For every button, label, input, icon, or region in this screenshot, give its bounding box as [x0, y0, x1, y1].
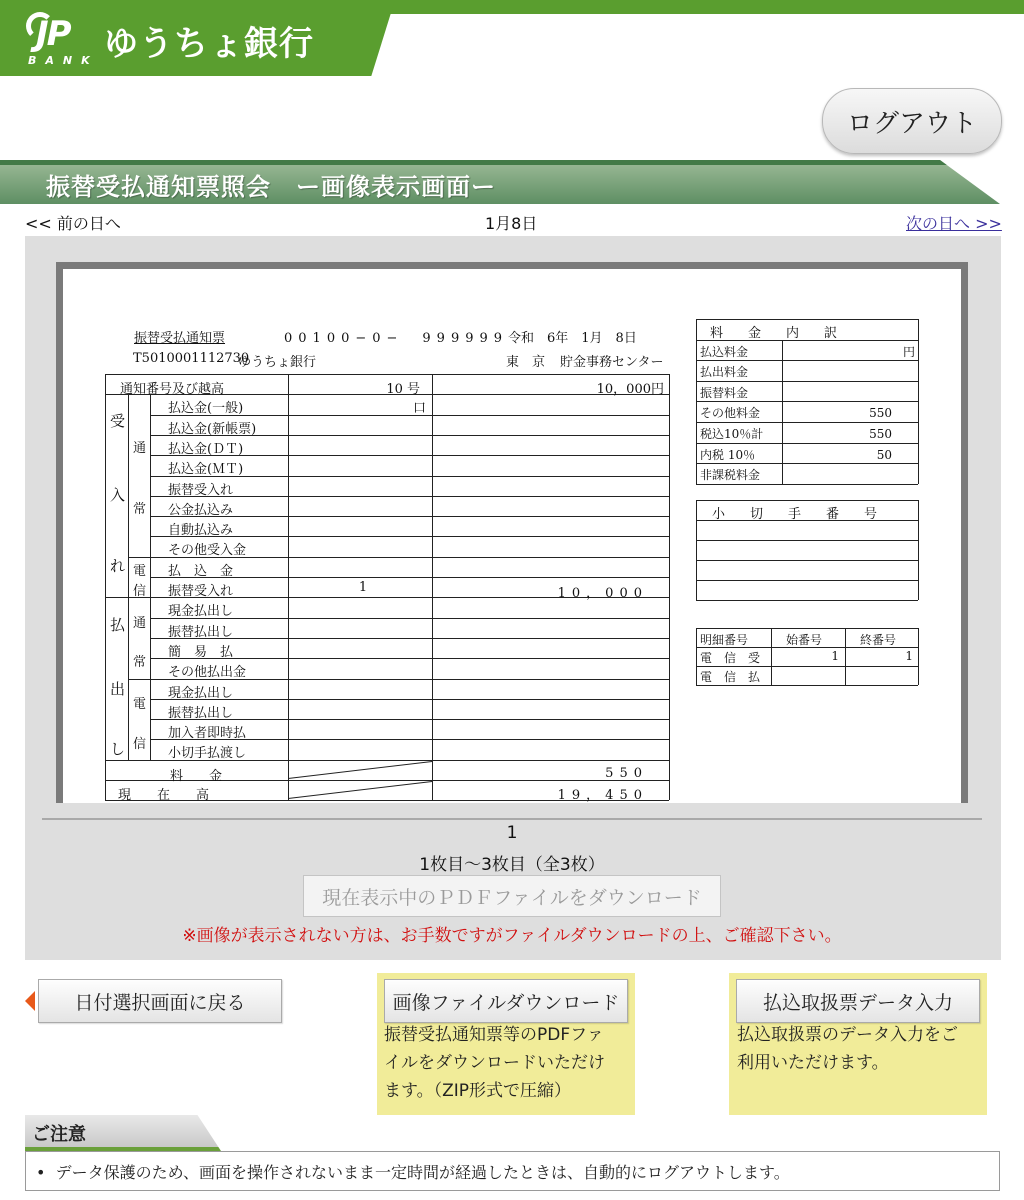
detail-row-label: 電 信 受	[700, 651, 761, 665]
slip-group-normal: 通	[133, 616, 147, 631]
check-table-border	[918, 500, 919, 600]
slip-row-label: 振替受入れ	[168, 483, 234, 498]
slip-row-label: 振替払出し	[168, 706, 234, 721]
slip-image	[63, 269, 961, 803]
slip-side-receive: 受	[110, 412, 126, 430]
fee-item-value: 円	[902, 345, 915, 359]
slip-row-label: 自動払込み	[168, 523, 234, 538]
download-warning: ※画像が表示されない方は、お手数ですがファイルダウンロードの上、ご確認下さい。	[182, 926, 842, 946]
slip-grid-line	[696, 422, 918, 423]
slip-table-border	[669, 374, 670, 800]
detail-table-border	[771, 628, 772, 685]
slip-grid-line	[696, 463, 918, 464]
slip-account-number: 00100−0− 999999	[284, 331, 509, 346]
slip-grid-line	[128, 394, 129, 760]
slip-grid-line	[696, 484, 918, 485]
logout-button[interactable]: ログアウト	[822, 88, 1002, 154]
slip-header-count: 10 号	[386, 382, 420, 397]
slip-group-normal: 常	[133, 655, 147, 670]
page-title: 振替受払通知票照会 ー画像表示画面ー	[46, 173, 496, 201]
detail-table-border	[845, 628, 846, 685]
slip-row-amount: 10，000	[557, 586, 648, 601]
slip-grid-line	[696, 666, 918, 667]
slip-group-wire: 信	[133, 584, 147, 599]
slip-grid-line	[696, 381, 918, 382]
payment-entry-description: 払込取扱票のデータ入力をご 利用いただけます。	[737, 1025, 958, 1073]
page-number: 1	[506, 823, 518, 843]
slip-center-name: 貯金事務センター	[560, 355, 664, 370]
slip-grid-line	[696, 685, 918, 686]
slip-grid-line	[696, 600, 918, 601]
slip-doc-title: 振替受払通知票	[134, 331, 226, 346]
current-date: 1月8日	[485, 214, 538, 233]
detail-header: 明細番号	[700, 633, 749, 647]
slip-group-normal: 常	[133, 502, 147, 517]
back-arrow-icon	[25, 991, 35, 1011]
slip-row-label: 払 込 金	[168, 564, 234, 579]
slip-row-label: その他払出金	[168, 665, 247, 680]
slip-side-receive: 入	[110, 486, 126, 504]
fee-item-value: 50	[876, 448, 892, 462]
detail-header: 終番号	[860, 633, 897, 647]
slip-row-label: 払込金(新帳票)	[168, 422, 257, 437]
detail-table-border	[696, 628, 697, 685]
slip-group-wire: 信	[133, 737, 147, 752]
slip-side-pay: 払	[110, 616, 126, 634]
fee-item-label: 税込10％計	[700, 427, 764, 441]
slip-diagonal-line	[288, 761, 432, 779]
slip-row-label: 払込金(一般)	[168, 401, 244, 416]
slip-group-wire: 電	[133, 564, 147, 579]
slip-row-label: 現金払出し	[168, 604, 234, 619]
slip-bank-name: ゆうちょ銀行	[238, 355, 317, 370]
slip-row-label: 払込金(ＤＴ)	[168, 442, 244, 457]
slip-fee-label: 料 金	[170, 769, 223, 784]
slip-grid-line	[696, 360, 918, 361]
slip-row-label: 振替受入れ	[168, 584, 234, 599]
slip-row-label: その他受入金	[168, 543, 247, 558]
back-to-date-select-button[interactable]: 日付選択画面に戻る	[38, 979, 282, 1023]
slip-side-receive: れ	[110, 557, 126, 575]
slip-group-wire: 電	[133, 697, 147, 712]
fee-item-label: 非課税料金	[700, 468, 761, 482]
download-current-pdf-button[interactable]: 現在表示中のＰＤＦファイルをダウンロード	[303, 875, 721, 917]
fee-table-title: 料 金 内 訳	[710, 326, 844, 341]
slip-side-pay: し	[110, 740, 126, 758]
slip-table-border	[105, 374, 106, 800]
slip-grid-line	[696, 540, 918, 541]
bank-name-logo: ゆうちょ銀行	[104, 24, 314, 64]
slip-row-label: 払込金(ＭＴ)	[168, 462, 244, 477]
slip-row-label: 振替払出し	[168, 625, 234, 640]
slip-grid-line	[696, 580, 918, 581]
slip-grid-line	[782, 340, 783, 484]
slip-grid-line	[432, 374, 433, 800]
detail-row-end: 1	[905, 649, 913, 663]
fee-item-value: 550	[869, 406, 892, 420]
slip-grid-line	[696, 560, 918, 561]
slip-row-label: 簡 易 払	[168, 645, 234, 660]
page-range: 1枚目〜3枚目（全3枚）	[419, 855, 605, 875]
slip-group-normal: 通	[133, 441, 147, 456]
fee-table-border	[696, 319, 918, 320]
slip-diagonal-line	[288, 781, 432, 799]
slip-grid-line	[696, 401, 918, 402]
notice-item: • データ保護のため、画面を操作されないまま一定時間が経過したときは、自動的にログアウトします。	[36, 1163, 790, 1182]
slip-header-label: 通知番号及び越高	[120, 382, 225, 397]
slip-issue-date: 令和 6年 1月 8日	[508, 331, 637, 346]
fee-item-label: その他料金	[700, 406, 761, 420]
fee-item-label: 内税 10％	[700, 448, 756, 462]
check-table-border	[696, 500, 697, 600]
slip-balance-amount: 19，450	[557, 788, 648, 803]
slip-header-amount: 10，000円	[596, 382, 664, 397]
slip-fee-amount: 550	[605, 766, 648, 781]
fee-table-border	[696, 319, 697, 484]
slip-row-label: 小切手払渡し	[168, 746, 247, 761]
slip-row-label: 現金払出し	[168, 686, 234, 701]
slip-row-count: 1	[358, 580, 368, 595]
slip-row-label: 公金払込み	[168, 503, 234, 518]
jp-logo-icon: JP	[26, 14, 88, 50]
check-table-title: 小 切 手 番 号	[712, 507, 884, 522]
slip-grid-line	[150, 394, 151, 760]
slip-row-label: 加入者即時払	[168, 726, 247, 741]
fee-item-value: 550	[869, 427, 892, 441]
detail-header: 始番号	[786, 633, 823, 647]
slip-side-pay: 出	[110, 680, 126, 698]
slip-center-city: 東 京	[506, 355, 546, 370]
slip-grid-line	[696, 443, 918, 444]
detail-row-start: 1	[831, 649, 839, 663]
slip-table-border	[105, 374, 669, 375]
image-file-download-button[interactable]: 画像ファイルダウンロード	[384, 979, 628, 1023]
next-day-link[interactable]: 次の日へ >>	[906, 214, 1002, 233]
fee-item-label: 振替料金	[700, 386, 749, 400]
fee-item-label: 払出料金	[700, 365, 749, 379]
prev-day-link[interactable]: << 前の日へ	[25, 214, 121, 233]
payment-slip-entry-button[interactable]: 払込取扱票データ入力	[736, 979, 980, 1023]
check-table-border	[696, 500, 918, 501]
slip-registration-number: T5010001112730	[133, 351, 250, 366]
detail-row-label: 電 信 払	[700, 670, 761, 684]
notice-title: ご注意	[32, 1124, 86, 1145]
image-download-description: 振替受払通知票等のPDFファ イルをダウンロードいただけ ます。（ZIP形式で圧縮）	[384, 1025, 605, 1101]
slip-row-count: 口	[412, 401, 426, 416]
slip-grid-line	[696, 628, 918, 629]
viewer-divider	[42, 818, 982, 820]
bank-logo-subtext: BANK	[28, 54, 99, 67]
detail-table-border	[918, 628, 919, 685]
slip-balance-label: 現 在 高	[118, 788, 210, 803]
slip-grid-line	[288, 374, 289, 800]
fee-item-label: 払込料金	[700, 345, 749, 359]
fee-table-border	[918, 319, 919, 484]
